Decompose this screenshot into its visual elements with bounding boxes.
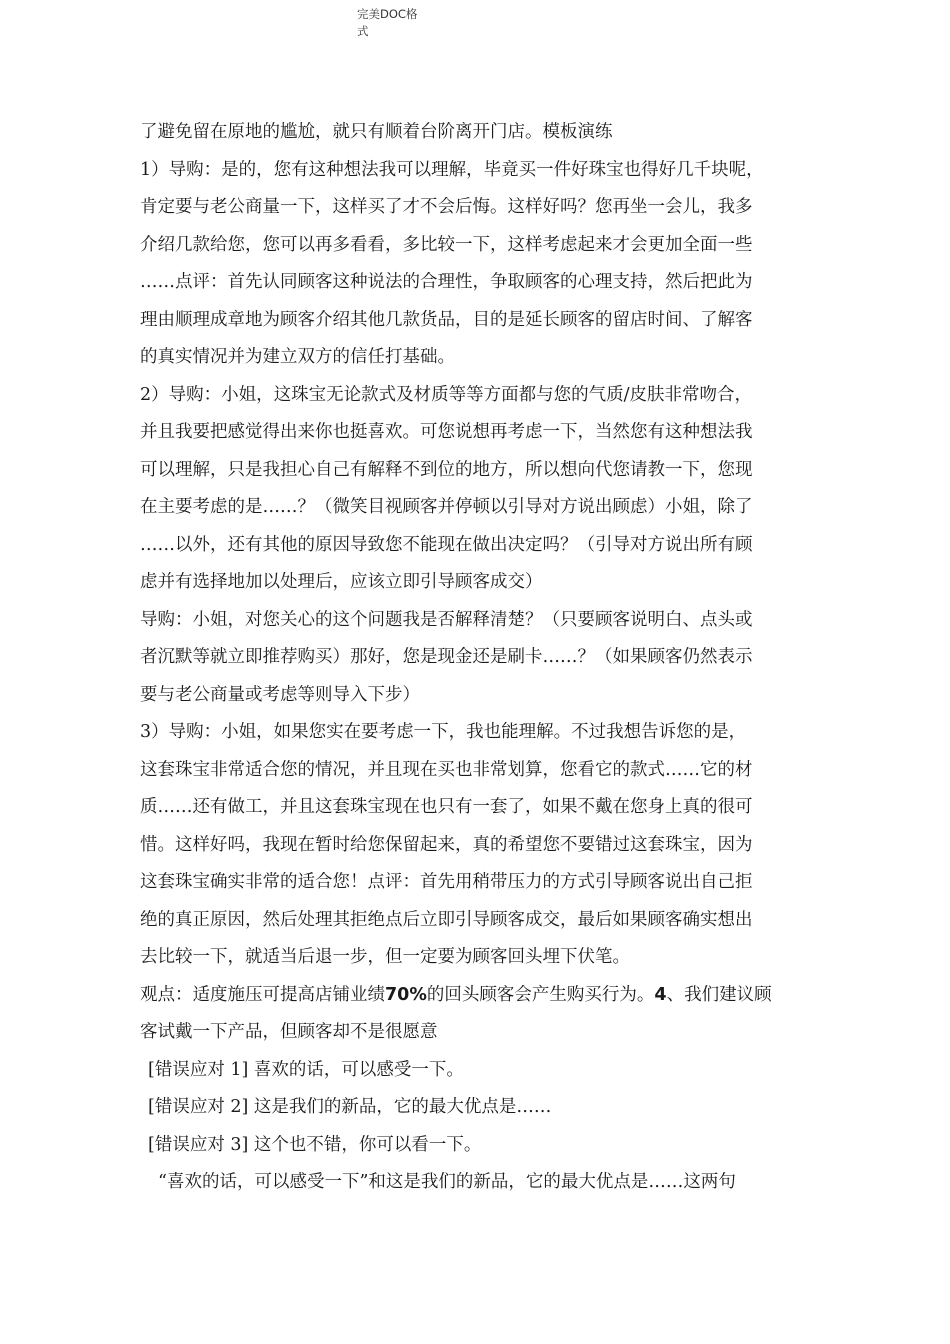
text-line: 去比较一下，就适当后退一步，但一定要为顾客回头埋下伏笔。 bbox=[140, 947, 630, 967]
wrong-response-1: [错误应对 1] 喜欢的话，可以感受一下。 bbox=[148, 1059, 464, 1080]
text-line: 要与老公商量或考虑等则导入下步） bbox=[140, 684, 420, 705]
document-body bbox=[140, 114, 825, 1202]
header-line-1: 完美DOC格 bbox=[357, 7, 418, 21]
header-line-2: 式 bbox=[357, 24, 369, 38]
text-line: 虑并有选择地加以处理后，应该立即引导顾客成交） bbox=[140, 572, 543, 592]
section-number: 4 bbox=[654, 984, 667, 1005]
viewpoint-text: 观点：适度施压可提高店铺业绩 bbox=[140, 984, 385, 1005]
text-line: 2）导购：小姐，这珠宝无论款式及材质等等方面都与您的气质/皮肤非常吻合， bbox=[140, 384, 753, 405]
text-line: 可以理解，只是我担心自己有解释不到位的地方，所以想向代您请教一下，您现 bbox=[140, 459, 753, 480]
text-line: 者沉默等就立即推荐购买）那好，您是现金还是刷卡……？（如果顾客仍然表示 bbox=[140, 647, 753, 667]
viewpoint-text: 、我们建议顾 bbox=[666, 984, 772, 1005]
text-line: 这套珠宝确实非常的适合您！点评：首先用稍带压力的方式引导顾客说出自己拒 bbox=[140, 872, 753, 892]
text-line: 3）导购：小姐，如果您实在要考虑一下，我也能理解。不过我想告诉您的是， bbox=[140, 722, 747, 742]
text-line: 导购：小姐，对您关心的这个问题我是否解释清楚？（只要顾客说明白、点头或 bbox=[140, 609, 753, 630]
text-line: 客试戴一下产品，但顾客却不是很愿意 bbox=[140, 1022, 438, 1042]
text-line: 1）导购：是的，您有这种想法我可以理解，毕竟买一件好珠宝也得好几千块呢， bbox=[140, 159, 764, 180]
viewpoint-percentage: 70% bbox=[385, 984, 427, 1005]
text-line: 的真实情况并为建立双方的信任打基础。 bbox=[140, 347, 455, 367]
text-line: 惜。这样好吗，我现在暂时给您保留起来，真的希望您不要错过这套珠宝，因为 bbox=[140, 834, 753, 855]
text-line: 介绍几款给您，您可以再多看看，多比较一下，这样考虑起来才会更加全面一些 bbox=[140, 234, 753, 255]
viewpoint-text: 的回头顾客会产生购买行为。 bbox=[426, 984, 655, 1005]
text-line: 绝的真正原因，然后处理其拒绝点后立即引导顾客成交，最后如果顾客确实想出 bbox=[140, 909, 753, 930]
text-line: 了避免留在原地的尴尬，就只有顺着台阶离开门店。模板演练 bbox=[140, 122, 613, 142]
viewpoint-line bbox=[140, 977, 825, 1015]
text-line: ……以外，还有其他的原因导致您不能现在做出决定吗？（引导对方说出所有顾 bbox=[140, 534, 753, 555]
text-line: ……点评：首先认同顾客这种说法的合理性，争取顾客的心理支持，然后把此为 bbox=[140, 272, 753, 292]
page-header bbox=[357, 6, 437, 40]
text-line: 并且我要把感觉得出来你也挺喜欢。可您说想再考虑一下，当然您有这种想法我 bbox=[140, 422, 753, 442]
wrong-response-2: [错误应对 2] 这是我们的新品，它的最大优点是…… bbox=[148, 1097, 552, 1117]
text-line: 这套珠宝非常适合您的情况，并且现在买也非常划算，您看它的款式……它的材 bbox=[140, 759, 753, 780]
text-line: 在主要考虑的是……？（微笑目视顾客并停顿以引导对方说出顾虑）小姐，除了 bbox=[140, 497, 753, 517]
text-line: 质……还有做工，并且这套珠宝现在也只有一套了，如果不戴在您身上真的很可 bbox=[140, 797, 753, 817]
text-line: “喜欢的话，可以感受一下”和这是我们的新品，它的最大优点是……这两句 bbox=[158, 1172, 736, 1192]
text-line: 理由顺理成章地为顾客介绍其他几款货品，目的是延长顾客的留店时间、了解客 bbox=[140, 309, 753, 330]
text-line: 肯定要与老公商量一下，这样买了才不会后悔。这样好吗？您再坐一会儿，我多 bbox=[140, 197, 753, 217]
wrong-response-3: [错误应对 3] 这个也不错，你可以看一下。 bbox=[148, 1134, 482, 1155]
